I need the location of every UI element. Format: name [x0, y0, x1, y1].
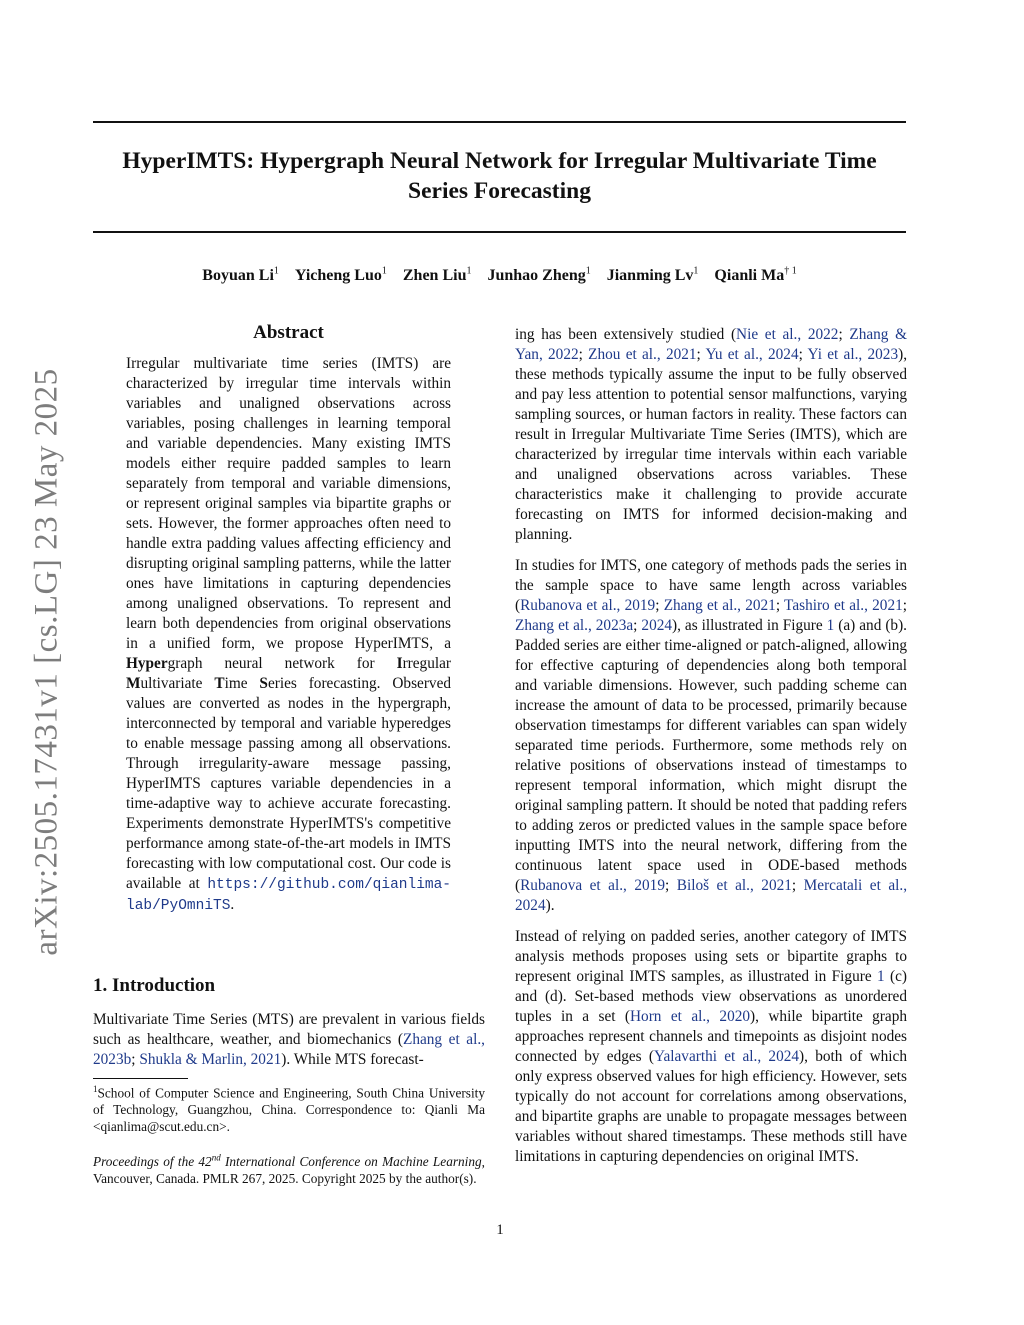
- citation-link[interactable]: Zhang et al., 2023b: [93, 1031, 485, 1068]
- author: Yicheng Luo$^1$: [294, 266, 387, 285]
- title-line-1: HyperIMTS: Hypergraph Neural Network for Irregular Multivariate Time: [122, 148, 877, 174]
- author: Boyuan Li$^1$: [202, 266, 279, 285]
- title-line-2: Series Forecasting: [408, 178, 591, 204]
- citation-link[interactable]: Rubanova et al., 2019: [520, 597, 656, 614]
- top-rule: [93, 121, 906, 123]
- citation-link[interactable]: Yalavarthi et al., 2024: [653, 1048, 800, 1065]
- citation-link[interactable]: Tashiro et al., 2021: [784, 597, 903, 614]
- figure-link[interactable]: 1: [876, 968, 885, 985]
- intro-paragraph: Multivariate Time Series (MTS) are prevalent in various fields such as healthcare, weather, and biomechanics (Zhang et al., 2023b; Shukla & Marlin, 2021). While MTS forecast-: [93, 1011, 485, 1068]
- affiliation-footnote: $^1$School of Computer Science and Engineering, South China University of Technology, Guangzhou, China. Correspondence to: Qianli Ma <qianlima@scut.edu.cn>.: [93, 1084, 485, 1135]
- citation-link[interactable]: Shukla & Marlin, 2021: [139, 1051, 282, 1068]
- citation-link[interactable]: Yu et al., 2024: [705, 346, 799, 363]
- citation-link[interactable]: Mercatali et al., 2024: [515, 877, 908, 914]
- proceedings-note: Proceedings of the 42nd International Conference on Machine Learning, Vancouver, Canada. PMLR 267, 2025. Copyright 2025 by the author(s).: [93, 1153, 485, 1187]
- author-list: [93, 266, 906, 285]
- citation-link[interactable]: Yi et al., 2023: [807, 346, 899, 363]
- page-number: 1: [496, 1222, 504, 1238]
- citation-link[interactable]: Horn et al., 2020: [630, 1008, 751, 1025]
- paragraph: Instead of relying on padded series, another category of IMTS analysis methods proposes using sets or bipartite graphs to represent original IMTS samples, as illustrated in Figure 1 (c) and (d). Set-based methods view observations as unordered tuples in a set (Horn et al., 2020), while bipartite graph approaches represent channels and timepoints as disjoint nodes connected by edges (Yalavarthi et al., 2024), both of which only express observed values for high efficiency. However, sets typically do not account for correlations among observations, and bipartite graphs are unable to propagate messages between variables without shared timestamps. These methods still have limitations in capturing dependencies on original IMTS.: [515, 928, 907, 1165]
- citation-link[interactable]: Zhang et al., 2021: [663, 597, 776, 614]
- author: Qianli Ma$^{\dagger 1}$: [714, 266, 797, 285]
- figure-link[interactable]: 1: [826, 617, 835, 634]
- citation-link[interactable]: Zhou et al., 2021: [588, 346, 697, 363]
- arxiv-stamp: arXiv:2505.17431v1 [cs.LG] 23 May 2025: [28, 368, 65, 956]
- author: Junhao Zheng$^1$: [487, 266, 591, 285]
- section-heading-introduction: 1. Introduction: [93, 975, 216, 996]
- paper-title: [93, 146, 906, 206]
- citation-link[interactable]: Rubanova et al., 2019: [520, 877, 665, 894]
- citation-link[interactable]: Zhang et al., 2023a: [515, 617, 634, 634]
- abstract-heading: Abstract: [253, 322, 324, 343]
- author: Zhen Liu$^1$: [402, 266, 472, 285]
- footnote-rule: [93, 1078, 188, 1079]
- paragraph: In studies for IMTS, one category of methods pads the series in the sample space to have same length across variables (Rubanova et al., 2019; Zhang et al., 2021; Tashiro et al., 2021; Zhang et al., 2023a; 2024), as illustrated in Figure 1 (a) and (b). Padded series are either time-aligned or patch-aligned, allowing for effective capturing of dependencies along both temporal and variable dimensions. However, such padding scheme can increase the amount of data to be processed, primarily because observation timestamps for different variables can span widely separated time periods. Furthermore, some methods rely on relative positions of observations instead of timestamps to represent temporal information, which might disrupt the original sampling pattern. It should be noted that padding refers to adding zeros or predicted values in the sample space before inputting IMTS into the neural network, differing from the continuous latent space used in ODE-based methods (Rubanova et al., 2019; Biloš et al., 2021; Mercatali et al., 2024).: [515, 557, 908, 914]
- citation-link[interactable]: Zhang & Yan, 2022: [515, 326, 907, 363]
- right-column: [515, 325, 907, 1178]
- title-bottom-rule: [93, 231, 906, 233]
- citation-link[interactable]: Biloš et al., 2021: [676, 877, 792, 894]
- abstract-body: Irregular multivariate time series (IMTS) are characterized by irregular time intervals within variables and unaligned observations across variables, posing challenges in learning temporal and variable dependencies. Many existing IMTS models either require padded samples to learn separately from temporal and variable dimensions, or represent original samples via bipartite graphs or sets. However, the former approaches often need to handle extra padding values affecting efficiency and disrupting original sampling patterns, while the latter ones have limitations in capturing dependencies among unaligned observations. To represent and learn both dependencies from original observations in a unified form, we propose HyperIMTS, a Hypergraph neural network for Irregular Multivariate Time Series forecasting. Observed values are converted as nodes in the hypergraph, interconnected by temporal and variable hyperedges to enable message passing among all observations. Through irregularity-aware message passing, HyperIMTS captures variable dependencies in a time-adaptive way to achieve accurate forecasting. Experiments demonstrate HyperIMTS's competitive performance among state-of-the-art models in IMTS forecasting with low computational cost. Our code is available at https://github.com/qianlima-lab/PyOmniTS.: [126, 355, 452, 914]
- author: Jianming Lv$^1$: [606, 266, 699, 285]
- citation-link[interactable]: Nie et al., 2022: [736, 326, 839, 343]
- paragraph: ing has been extensively studied (Nie et al., 2022; Zhang & Yan, 2022; Zhou et al., 2021; Yu et al., 2024; Yi et al., 2023), these methods typically assume the input to be fully observed and pay less attention to potential sensor malfunctions, varying sampling sources, or human factors in reality. These factors can result in Irregular Multivariate Time Series (IMTS), which are characterized by irregular time intervals within each variable and unaligned observations across variables. These characteristics make it challenging to provide accurate forecasting on IMTS for informed decision-making and planning.: [515, 326, 908, 543]
- citation-link[interactable]: 2024: [641, 617, 673, 634]
- code-link[interactable]: https://github.com/qianlima-lab/PyOmniTS: [126, 877, 451, 914]
